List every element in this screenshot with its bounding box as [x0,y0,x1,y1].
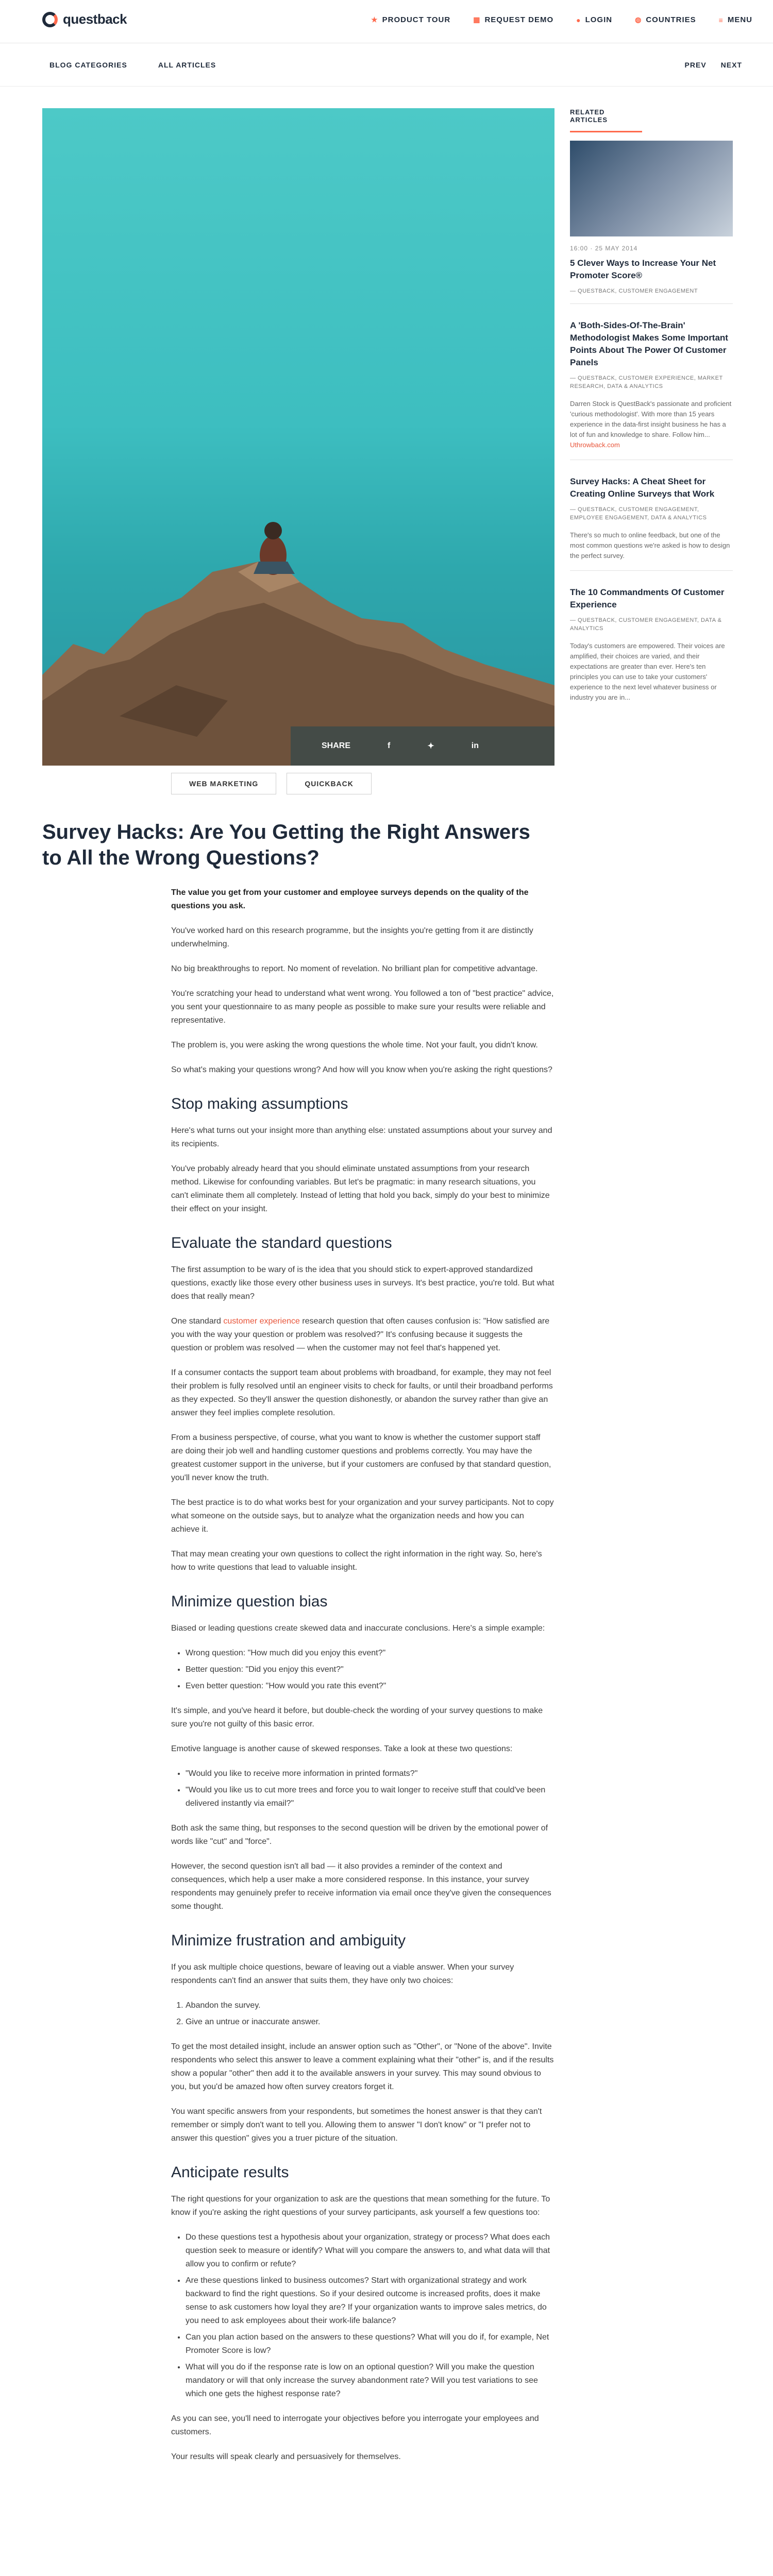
paragraph: The best practice is to do what works best for your organization and your survey participants. Not to copy what someone on the outside says, but to analyze what the organization needs and how you can achieve it. [171,1498,554,1534]
section-heading: Minimize frustration and ambiguity [171,1932,406,1949]
paragraph: Biased or leading questions create skewed data and inaccurate conclusions. Here's a simple example: [171,1624,545,1633]
related-article-image[interactable] [570,141,733,236]
paragraph: If a consumer contacts the support team about problems with broadband, for example, they may not feel their problem is fully resolved until an engineer visits to check for faults, or until their broadband performs as they expected. So they'll answer the question dishonestly, or abandon the survey rather than give an answer they feel implies complete resolution. [171,1368,553,1417]
list-item: • What will you do if the response rate is low on an optional question? Will you make the question mandatory or will that only increase the survey abandonment rate? Will you test variations to see which one gets the highest response rate? [186,2361,554,2401]
star-icon: ★ [371,15,378,24]
section-heading: Stop making assumptions [171,1095,348,1112]
divider [570,303,733,304]
top-header [0,0,773,43]
tag-quickback[interactable]: QUICKBACK [287,773,372,794]
paragraph: If you ask multiple choice questions, beware of leaving out a viable answer. When your survey respondents can't find an answer that suits them, they have only two choices: [171,1963,514,1985]
paragraph-text: research question that often causes confusion is: "How satisfied are you with the way your question or problem was resolved?" It's confusing because it suggests the question or problem was resolved — when the customer may not feel that's happened yet. [171,1317,550,1352]
paragraph: The first assumption to be wary of is the idea that you should stick to expert-approved standardized questions, exactly like those every other business uses in surveys. It's best practice, you're told. But what does that really mean? [171,1265,554,1301]
paragraph: Here's what turns out your insight more than anything else: unstated assumptions about your survey and its recipients. [171,1126,552,1148]
article-excerpt [570,399,733,450]
tag-web-marketing[interactable]: WEB MARKETING [171,773,276,794]
paragraph: That may mean creating your own questions to collect the right information in the right way. So, here's how to write questions that lead to valuable insight. [171,1550,542,1572]
facebook-icon[interactable]: f [388,741,391,750]
tag-list [171,773,372,794]
nav-request-demo[interactable]: ▦ REQUEST DEMO [473,15,554,24]
list-item: • Even better question: "How would you rate this event?" [186,1680,554,1693]
hero-illustration [42,108,554,766]
excerpt-text: Darren Stock is QuestBack's passionate and proficient 'curious methodologist'. With more than 15 years experience in the data-first insight business he has a lot of fun and knowledge to share. Follow him... [570,400,732,438]
menu-icon: ≡ [718,15,724,24]
nav-menu[interactable]: ≡ MENU [718,15,752,24]
share-bar [291,726,554,766]
nav-countries[interactable]: ◍ COUNTRIES [635,15,696,24]
list-item: • Better question: "Did you enjoy this event?" [186,1663,554,1676]
article-excerpt: There's so much to online feedback, but one of the most common questions we're asked is how to design the perfect survey. [570,531,730,560]
user-icon: ● [576,15,581,24]
numbered-list [186,1999,554,2029]
section-heading: Minimize question bias [171,1593,328,1610]
nav-product-tour[interactable]: ★ PRODUCT TOUR [371,15,451,24]
article-body [171,886,554,2475]
list-item: • Do these questions test a hypothesis about your organization, strategy or process? What does each question seek to measure or identify? What will you compare the answers to, and what data will that allow you to confirm or refute? [186,2231,554,2271]
paragraph: To get the most detailed insight, include an answer option such as "Other", or "None of the above". Invite respondents who select this answer to leave a comment explaining what their "other" is, and if the results show a popular "other" then add it to the available answers in your survey. This may sound obvious to you, but you'd be amazed how often survey creators forget it. [171,2042,554,2091]
paragraph: No big breakthroughs to report. No moment of revelation. No brilliant plan for competitive advantage. [171,964,538,973]
related-article-title[interactable]: The 10 Commandments Of Customer Experience [570,587,725,609]
twitter-icon[interactable]: ✦ [427,742,434,751]
paragraph: You've worked hard on this research programme, but the insights you're getting from it are distinctly underwhelming. [171,926,533,948]
article-meta: — QUESTBACK, CUSTOMER ENGAGEMENT, EMPLOYEE ENGAGEMENT, DATA & ANALYTICS [570,506,707,521]
related-articles-sidebar [570,108,733,712]
bullet-list [186,2231,554,2401]
sub-navigation [0,43,773,87]
list-item: • "Would you like to receive more information in printed formats?" [186,1767,554,1781]
article-lead: The value you get from your customer and employee surveys depends on the quality of the questions you ask. [171,888,529,910]
related-article-title[interactable]: 5 Clever Ways to Increase Your Net Promoter Score® [570,258,716,280]
linkedin-icon[interactable]: in [471,741,479,750]
paragraph: You've probably already heard that you should eliminate unstated assumptions from your research method. Likewise for confounding variables. But let's be pragmatic: in many research situations, you can't eliminate them all completely. Instead of letting that hold you back, simply do your best to minimize their effect on your insight. [171,1164,550,1213]
hero-image [42,108,554,766]
all-articles-link[interactable]: ALL ARTICLES [158,61,216,69]
questback-logo[interactable] [42,11,127,27]
top-nav [371,15,752,24]
article-meta: — QUESTBACK, CUSTOMER EXPERIENCE, MARKET RESEARCH, DATA & ANALYTICS [570,375,723,389]
paragraph: You want specific answers from your respondents, but sometimes the honest answer is that they can't remember or simply don't want to tell you. Allowing them to answer "I don't know" or "I prefer not to answer this question" gives you a truer picture of the situation. [171,2107,542,2143]
paragraph: As you can see, you'll need to interrogate your objectives before you interrogate your employees and customers. [171,2414,539,2436]
divider [570,570,733,571]
bullet-list [186,1647,554,1693]
paragraph: However, the second question isn't all bad — it also provides a reminder of the context and consequences, which help a user make a more considered response. In this instance, your survey respondents may genuinely prefer to receive information via email once they've given the consequences some thought. [171,1862,551,1911]
article-meta: — QUESTBACK, CUSTOMER ENGAGEMENT [570,288,698,294]
paragraph-text: One standard [171,1317,224,1326]
share-label[interactable]: SHARE [322,741,351,750]
paragraph: The problem is, you were asking the wrong questions the whole time. Not your fault, you didn't know. [171,1041,538,1049]
list-item: 2. Give an untrue or inaccurate answer. [186,2015,554,2029]
paragraph: So what's making your questions wrong? And how will you know when you're asking the right questions? [171,1065,552,1074]
paragraph [171,1315,554,1355]
article-date: 16:00 · 25 MAY 2014 [570,245,638,252]
article-excerpt: Today's customers are empowered. Their voices are amplified, their choices are varied, and their expectations are greater than ever. Here's ten principles you can use to take your customers' experience to the next level whatever business or industry you are in... [570,642,725,701]
list-item: • "Would you like us to cut more trees and force you to wait longer to receive stuff that could've been delivered instantly via email?" [186,1784,554,1810]
list-item: • Wrong question: "How much did you enjoy this event?" [186,1647,554,1660]
logo-text: questback [63,11,127,27]
logo-icon [42,12,58,27]
section-heading: Anticipate results [171,2164,289,2181]
read-more-link[interactable]: Uthrowback.com [570,441,620,449]
list-item: • Are these questions linked to business outcomes? Start with organizational strategy and work backward to find the right questions. So if your desired outcome is increased profits, does it make sense to ask customers how loyal they are? If your organization wants to improve sales metrics, do you need to ask employees about their work-life balance? [186,2274,554,2328]
sidebar-heading: RELATED ARTICLES [570,108,642,132]
globe-icon: ◍ [635,15,642,24]
nav-login[interactable]: ● LOGIN [576,15,613,24]
related-article-title[interactable]: Survey Hacks: A Cheat Sheet for Creating Online Surveys that Work [570,477,715,499]
paragraph: Your results will speak clearly and persuasively for themselves. [171,2452,401,2461]
related-article-title[interactable]: A 'Both-Sides-Of-The-Brain' Methodologist Makes Some Important Points About The Power Of Customer Panels [570,320,728,367]
bullet-list [186,1767,554,1810]
list-item: • Can you plan action based on the answers to these questions? What will you do if, for example, Net Promoter Score is low? [186,2331,554,2358]
next-link[interactable]: NEXT [720,61,742,69]
paragraph: From a business perspective, of course, what you want to know is whether the customer support staff are doing their job well and handling customer questions and problems correctly. You may have the greatest customer support in the universe, but if your customers are confused by that standard question, you'll never know the truth. [171,1433,551,1482]
blog-categories-link[interactable]: BLOG CATEGORIES [49,61,127,69]
prev-link[interactable]: PREV [684,61,707,69]
paragraph: The right questions for your organization to ask are the questions that mean something for the future. To know if you're asking the right questions of your survey participants, ask yourself a few questions too: [171,2195,550,2217]
paragraph: Both ask the same thing, but responses to the second question will be driven by the emotional power of words like "cut" and "force". [171,1824,548,1846]
paragraph: Emotive language is another cause of skewed responses. Take a look at these two questions: [171,1744,513,1753]
paragraph: You're scratching your head to understand what went wrong. You followed a ton of "best practice" advice, you sent your questionnaire to as many people as possible to make sure your results were reliable and representative. [171,989,554,1025]
section-heading: Evaluate the standard questions [171,1234,392,1251]
list-item: 1. Abandon the survey. [186,1999,554,2012]
article-meta: — QUESTBACK, CUSTOMER ENGAGEMENT, DATA & ANALYTICS [570,617,722,632]
calendar-icon: ▦ [473,15,481,24]
paragraph: It's simple, and you've heard it before, but double-check the wording of your survey questions to make sure you're not guilty of this basic error. [171,1706,543,1728]
article-title: Survey Hacks: Are You Getting the Right Answers to All the Wrong Questions? [42,821,530,869]
customer-experience-link[interactable]: customer experience [223,1317,300,1326]
